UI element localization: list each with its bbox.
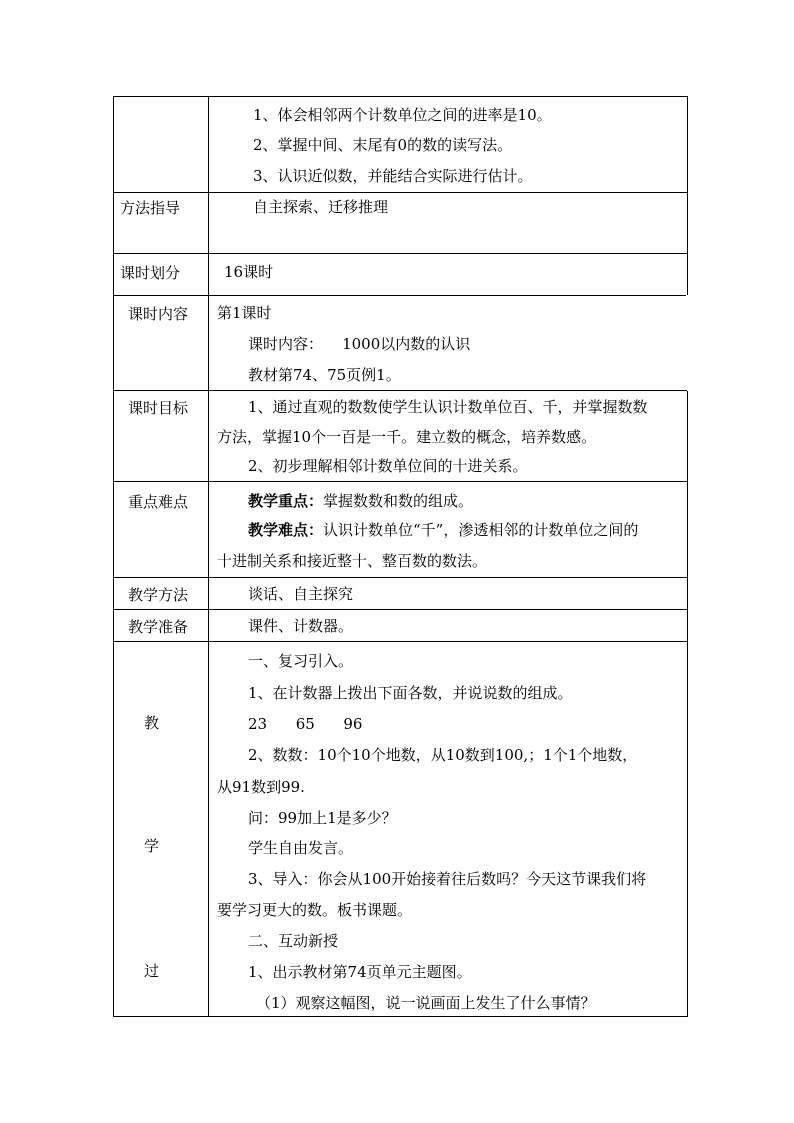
process-line: 1、在计数器上拨出下面各数，并说说数的组成。	[248, 684, 573, 702]
method-guide-value: 自主探索、迁移推理	[253, 198, 389, 216]
process-line: 二、互动新授	[248, 932, 339, 950]
row-goals	[114, 97, 687, 192]
goal-line: 2、初步理解相邻计数单位间的十进关系。	[248, 457, 528, 475]
process-line: 1、出示教材第74页单元主题图。	[248, 963, 472, 981]
process-line: 问：99加上1是多少？	[248, 809, 397, 827]
row-lesson-content	[114, 295, 687, 391]
lesson-plan-table	[113, 96, 688, 1017]
row-key-points	[114, 481, 687, 578]
content-line: 教材第74、75页例1。	[248, 366, 401, 384]
row-teach-method	[114, 577, 687, 610]
process-line: 一、复习引入。	[248, 652, 354, 670]
content-line: 课时内容： 1000以内数的认识	[248, 335, 471, 353]
label-cell	[114, 193, 209, 254]
process-line: 3、导入：你会从100开始接着往后数吗？今天这节课我们将	[248, 870, 647, 888]
process-label-char: 学	[144, 837, 160, 855]
teach-method-label: 教学方法	[128, 586, 189, 604]
label-cell	[114, 482, 209, 578]
label-cell	[114, 578, 209, 610]
goal-line: 方法，掌握10个一百是一千。建立数的概念，培养数感。	[217, 428, 597, 446]
teach-method-value: 谈话、自主探究	[248, 585, 354, 603]
process-line: 学生自由发言。	[248, 839, 354, 857]
process-line: 要学习更大的数。板书课题。	[217, 901, 413, 919]
goal-line: 1、体会相邻两个计数单位之间的进率是10。	[253, 106, 552, 124]
row-teach-prep	[114, 609, 687, 642]
goal-line: 1、通过直观的数数使学生认识计数单位百、千，并掌握数数	[248, 398, 648, 416]
key-point-line	[248, 491, 473, 511]
row-process	[114, 641, 687, 1017]
lesson-content-label: 课时内容	[128, 305, 189, 323]
difficulty-title: 教学难点：	[248, 521, 324, 539]
goal-line: 3、认识近似数，并能结合实际进行估计。	[253, 167, 533, 185]
lesson-hours-label: 课时划分	[120, 264, 181, 282]
label-cell-empty	[114, 97, 209, 192]
key-point-title: 教学重点：	[248, 492, 324, 510]
label-cell	[114, 391, 209, 482]
lesson-hours-value: 16课时	[224, 263, 274, 281]
content-line: 第1课时	[217, 304, 272, 322]
process-label-char: 教	[144, 714, 160, 732]
goal-line: 2、掌握中间、末尾有0的数的读写法。	[253, 136, 513, 154]
label-cell	[114, 610, 209, 642]
label-cell	[114, 642, 209, 1017]
process-line: 23 65 96	[248, 715, 363, 733]
process-label-char: 过	[144, 962, 160, 980]
label-cell	[114, 296, 209, 391]
process-line: （1）观察这幅图，说一说画面上发生了什么事情？	[256, 994, 596, 1012]
teach-prep-value: 课件、计数器。	[248, 617, 354, 635]
row-method-guide	[114, 192, 687, 254]
lesson-goal-label: 课时目标	[128, 399, 189, 417]
row-lesson-goal	[114, 390, 687, 482]
difficulty-text: 认识计数单位“千”，渗透相邻的计数单位之间的	[323, 521, 639, 539]
key-point-text: 掌握数数和数的组成。	[323, 492, 474, 510]
process-line: 2、数数：10个10个地数，从10数到100,；1个1个地数，	[248, 746, 638, 764]
teach-prep-label: 教学准备	[128, 618, 189, 636]
row-lesson-hours	[114, 253, 687, 296]
difficulty-line	[248, 520, 638, 540]
key-points-label: 重点难点	[128, 493, 189, 511]
method-guide-label: 方法指导	[120, 199, 181, 217]
difficulty-line-cont: 十进制关系和接近整十、整百数的数法。	[217, 552, 488, 570]
label-cell	[114, 254, 209, 296]
process-line: 从91数到99.	[217, 778, 305, 796]
